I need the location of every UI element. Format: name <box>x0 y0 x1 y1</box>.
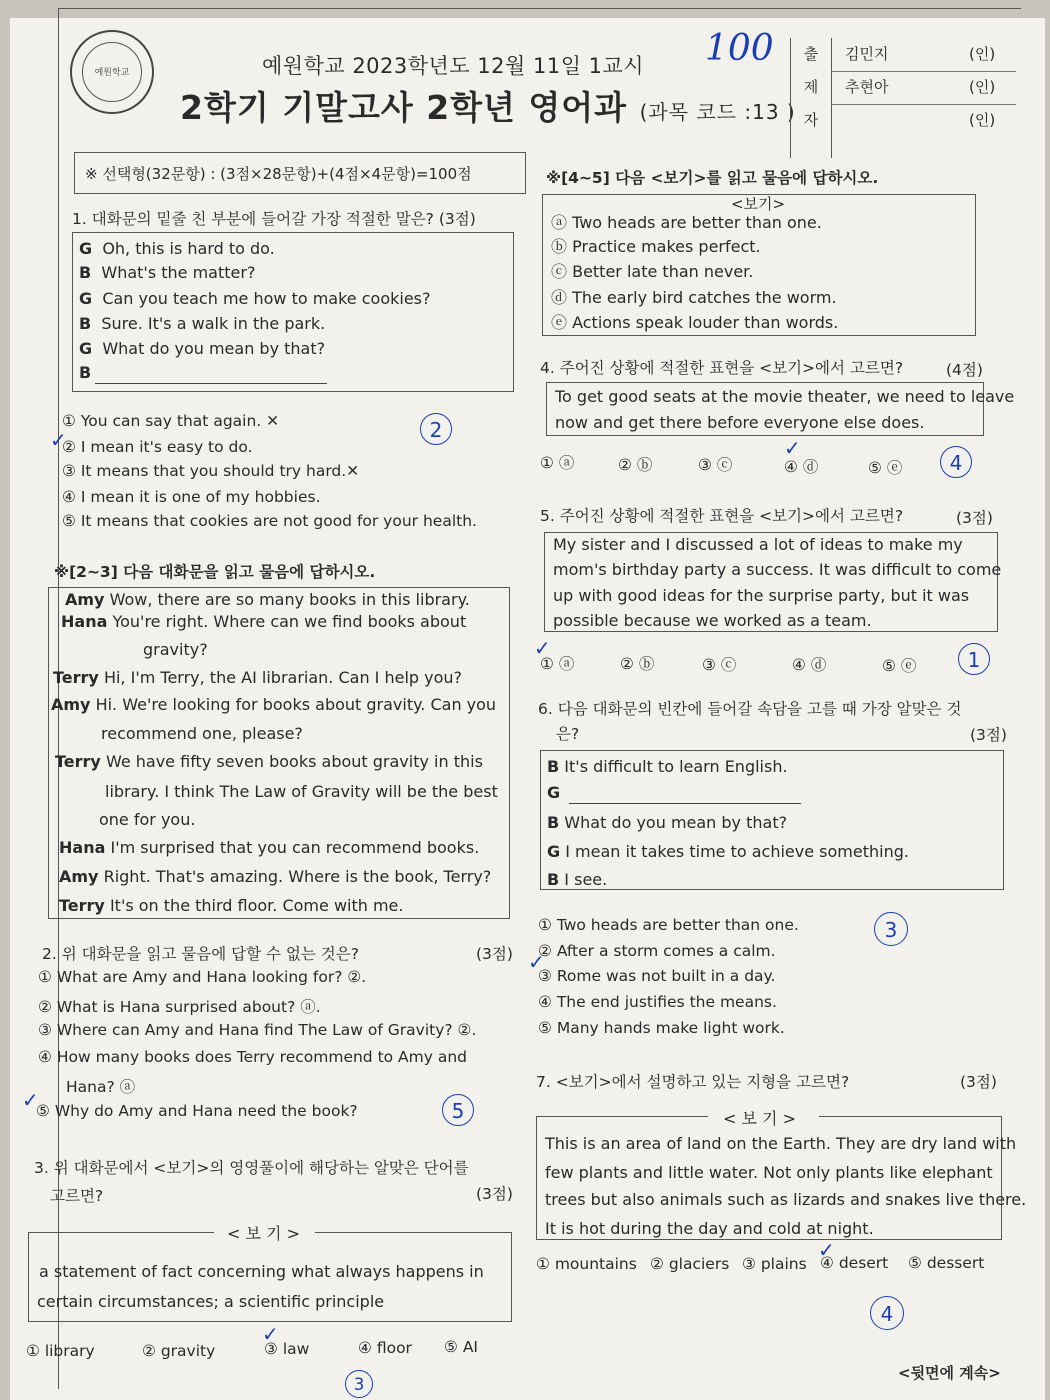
q7-stem: 7. <보기>에서 설명하고 있는 지형을 고르면? <box>536 1073 850 1091</box>
q1-option: ① You can say that again. ✕ <box>62 412 280 430</box>
dialogue-line: Terry Hi, I'm Terry, the AI librarian. Can I help you? <box>53 668 463 687</box>
q2-answer-circle: 5 <box>442 1094 474 1126</box>
q6-points: (3점) <box>970 726 1007 744</box>
q1-answer-circle: 2 <box>420 413 452 445</box>
examiner-name: 추현아 <box>845 78 889 96</box>
q7-option: ② glaciers <box>650 1255 730 1273</box>
q1-option: ③ It means that you should try hard.✕ <box>62 462 360 480</box>
dialogue-line: B I see. <box>547 870 608 889</box>
q5-points: (3점) <box>956 509 993 527</box>
proverb-item: ⓔ Actions speak louder than words. <box>551 313 839 332</box>
q6-stem: 6. 다음 대화문의 빈칸에 들어갈 속담을 고를 때 가장 알맞은 것 <box>538 700 962 718</box>
box-top-line <box>28 1232 214 1233</box>
dialogue-line: recommend one, please? <box>101 724 303 743</box>
continued-note: <뒷면에 계속> <box>898 1364 1001 1382</box>
situation-line: My sister and I discussed a lot of ideas to make my <box>553 535 963 554</box>
proverb-item: ⓑ Practice makes perfect. <box>551 237 761 256</box>
dialogue-line: one for you. <box>99 810 196 829</box>
examiner-label-col <box>791 38 832 158</box>
q6-option: ② After a storm comes a calm. <box>538 942 776 960</box>
subject-code: (과목 코드 :13 ) <box>639 100 796 124</box>
examiner-label: 출 <box>803 45 819 63</box>
q2-stem: 2. 위 대화문을 읽고 물음에 답할 수 없는 것은? <box>42 945 359 963</box>
passage-line: few plants and little water. Not only plants like elephant <box>545 1163 993 1182</box>
q4-option: ③ ⓒ <box>698 456 733 474</box>
q45-stem: ※[4~5] 다음 <보기>를 읽고 물음에 답하시오. <box>546 169 879 187</box>
checkmark-icon: ✓ <box>818 1238 835 1262</box>
checkmark-icon: ✓ <box>22 1088 39 1112</box>
q3-answer-circle: 3 <box>345 1370 373 1398</box>
definition-line: certain circumstances; a scientific principle <box>37 1292 385 1311</box>
examiner-row <box>831 71 1016 105</box>
dialogue-line: G <box>547 783 561 802</box>
q45-box <box>542 194 976 336</box>
answer-blank <box>569 803 801 804</box>
proverb-item: ⓓ The early bird catches the worm. <box>551 288 837 307</box>
school-logo-text: 예원학교 <box>82 42 142 102</box>
checkmark-icon: ✓ <box>528 950 545 974</box>
box-title: < 보 기 > <box>723 1109 796 1128</box>
q5-situation-box <box>544 532 1002 632</box>
q4-points: (4점) <box>946 361 983 379</box>
examiner-row <box>831 104 1016 137</box>
q6-dialogue-box <box>540 750 1004 890</box>
dialogue-line: gravity? <box>143 640 208 659</box>
scoring-text: ※ 선택형(32문항) : (3점×28문항)+(4점×4문항)=100점 <box>85 165 472 183</box>
q3-option: ③ law <box>264 1340 310 1358</box>
q7-option: ④ desert <box>820 1254 889 1272</box>
box-title: <보기> <box>731 195 786 213</box>
examiner-label: 자 <box>803 111 819 129</box>
examiner-name: 김민지 <box>845 45 889 63</box>
dialogue-line: G Oh, this is hard to do. <box>79 239 275 258</box>
q3-stem-2: 고르면? <box>50 1187 104 1205</box>
q4-option: ② ⓑ <box>618 456 653 474</box>
situation-line: up with good ideas for the surprise party, but it was <box>553 586 970 605</box>
q7-answer-circle: 4 <box>870 1296 904 1330</box>
q2-option: ② What is Hana surprised about? ⓐ. <box>38 998 321 1016</box>
dialogue-line: Amy Right. That's amazing. Where is the book, Terry? <box>59 867 492 886</box>
situation-line: mom's birthday party a success. It was difficult to come <box>553 560 1002 579</box>
checkmark-icon: ✓ <box>534 636 551 660</box>
dialogue-line: G I mean it takes time to achieve something. <box>547 842 909 861</box>
situation-line: To get good seats at the movie theater, we need to leave <box>555 387 1015 406</box>
examiner-table <box>790 38 1016 158</box>
q3-points: (3점) <box>476 1185 513 1203</box>
dialogue-line: library. I think The Law of Gravity will be the best <box>105 782 498 801</box>
school-logo <box>70 30 154 114</box>
q4-option: ④ ⓓ <box>784 458 819 476</box>
q3-option: ② gravity <box>142 1342 216 1360</box>
examiner-sign: (인) <box>969 78 996 96</box>
q7-option: ⑤ dessert <box>908 1254 985 1272</box>
q3-option: ⑤ AI <box>444 1338 478 1356</box>
proverb-item: ⓐ Two heads are better than one. <box>551 213 822 232</box>
q6-option: ① Two heads are better than one. <box>538 916 799 934</box>
q2-option: ④ How many books does Terry recommend to Amy and <box>38 1048 468 1066</box>
q4-option: ⑤ ⓔ <box>868 459 903 477</box>
q7-option: ① mountains <box>536 1255 637 1273</box>
q5-stem: 5. 주어진 상황에 적절한 표현을 <보기>에서 고르면? <box>540 507 904 525</box>
definition-line: a statement of fact concerning what always happens in <box>39 1262 484 1281</box>
exam-title <box>180 82 796 129</box>
q5-option: ③ ⓒ <box>702 656 737 674</box>
q6-option: ④ The end justifies the means. <box>538 993 777 1011</box>
dialogue-line: Hana I'm surprised that you can recommend books. <box>59 838 480 857</box>
q5-option: ① ⓐ <box>540 655 575 673</box>
q23-stem: ※[2~3] 다음 대화문을 읽고 물음에 답하시오. <box>54 563 376 581</box>
passage-line: trees but also animals such as lizards and snakes live there. <box>545 1190 1027 1209</box>
checkmark-icon: ✓ <box>784 436 801 460</box>
dialogue-line: G What do you mean by that? <box>79 339 326 358</box>
q4-option: ① ⓐ <box>540 454 575 472</box>
q1-option: ② I mean it's easy to do. <box>62 438 253 456</box>
q2-option: Hana? ⓐ <box>66 1078 136 1096</box>
q2-option: ① What are Amy and Hana looking for? ②. <box>38 968 367 986</box>
dialogue-line: B What do you mean by that? <box>547 813 788 832</box>
handwritten-score: 100 <box>705 28 774 69</box>
q5-option: ⑤ ⓔ <box>882 657 917 675</box>
examiner-row <box>831 38 1016 72</box>
box-top-line <box>536 1116 708 1117</box>
q2-option: ③ Where can Amy and Hana find The Law of Gravity? ②. <box>38 1021 477 1039</box>
q6-answer-circle: 3 <box>874 912 908 946</box>
q2-points: (3점) <box>476 945 513 963</box>
checkmark-icon: ✓ <box>262 1322 279 1346</box>
dialogue-line: B <box>79 363 92 382</box>
dialogue-line: Terry It's on the third floor. Come with me. <box>59 896 404 915</box>
q5-option: ④ ⓓ <box>792 656 827 674</box>
q6-option: ③ Rome was not built in a day. <box>538 967 776 985</box>
examiner-sign: (인) <box>969 111 996 129</box>
q1-option: ⑤ It means that cookies are not good for your health. <box>62 512 477 530</box>
passage-line: This is an area of land on the Earth. They are dry land with <box>545 1134 1017 1153</box>
box-top-line <box>819 1116 1002 1117</box>
q3-box <box>28 1224 512 1322</box>
q7-points: (3점) <box>960 1073 997 1091</box>
q1-option: ④ I mean it is one of my hobbies. <box>62 488 321 506</box>
situation-line: now and get there before everyone else does. <box>555 413 925 432</box>
dialogue-line: Terry We have fifty seven books about gravity in this <box>55 752 483 771</box>
q5-option: ② ⓑ <box>620 655 655 673</box>
q1-stem: 1. 대화문의 밑줄 친 부분에 들어갈 가장 적절한 말은? (3점) <box>72 210 476 228</box>
q2-option: ⑤ Why do Amy and Hana need the book? <box>36 1102 358 1120</box>
dialogue-line: B What's the matter? <box>79 263 256 282</box>
q7-box <box>536 1109 1027 1240</box>
checkmark-icon: ✓ <box>50 428 67 452</box>
dialogue-line: B It's difficult to learn English. <box>547 757 788 776</box>
proverb-item: ⓒ Better late than never. <box>551 262 754 281</box>
q4-stem: 4. 주어진 상황에 적절한 표현을 <보기>에서 고르면? <box>540 359 904 377</box>
exam-title-main: 2학기 기말고사 2학년 영어과 <box>180 88 628 127</box>
answer-blank <box>95 383 327 384</box>
q3-stem: 3. 위 대화문에서 <보기>의 영영풀이에 해당하는 알맞은 단어를 <box>34 1159 469 1177</box>
dialogue-line: G Can you teach me how to make cookies? <box>79 289 431 308</box>
examiner-label: 제 <box>803 78 819 96</box>
q4-answer-circle: 4 <box>940 446 972 478</box>
dialogue-line: Hana You're right. Where can we find books about <box>61 612 467 631</box>
passage-line: It is hot during the day and cold at night. <box>545 1219 874 1238</box>
q6-stem-2: 은? <box>556 725 580 743</box>
q7-option: ③ plains <box>742 1255 807 1273</box>
q3-option: ① library <box>26 1342 95 1360</box>
dialogue-line: Amy Wow, there are so many books in this library. <box>65 590 470 609</box>
examiner-sign: (인) <box>969 45 996 63</box>
q3-option: ④ floor <box>358 1339 412 1357</box>
dialogue-line: B Sure. It's a walk in the park. <box>79 314 326 333</box>
q1-dialogue-box <box>72 232 514 392</box>
box-top-line <box>315 1232 512 1233</box>
q5-answer-circle: 1 <box>958 643 990 675</box>
q6-option: ⑤ Many hands make light work. <box>538 1019 785 1037</box>
q4-situation-box <box>546 382 1015 436</box>
q23-dialogue-box <box>48 587 510 919</box>
exam-date-line: 예원학교 2023학년도 12월 11일 1교시 <box>262 54 645 78</box>
scoring-box <box>74 152 526 194</box>
box-title: < 보 기 > <box>227 1224 300 1243</box>
dialogue-line: Amy Hi. We're looking for books about gravity. Can you <box>51 695 497 714</box>
situation-line: possible because we worked as a team. <box>553 611 872 630</box>
